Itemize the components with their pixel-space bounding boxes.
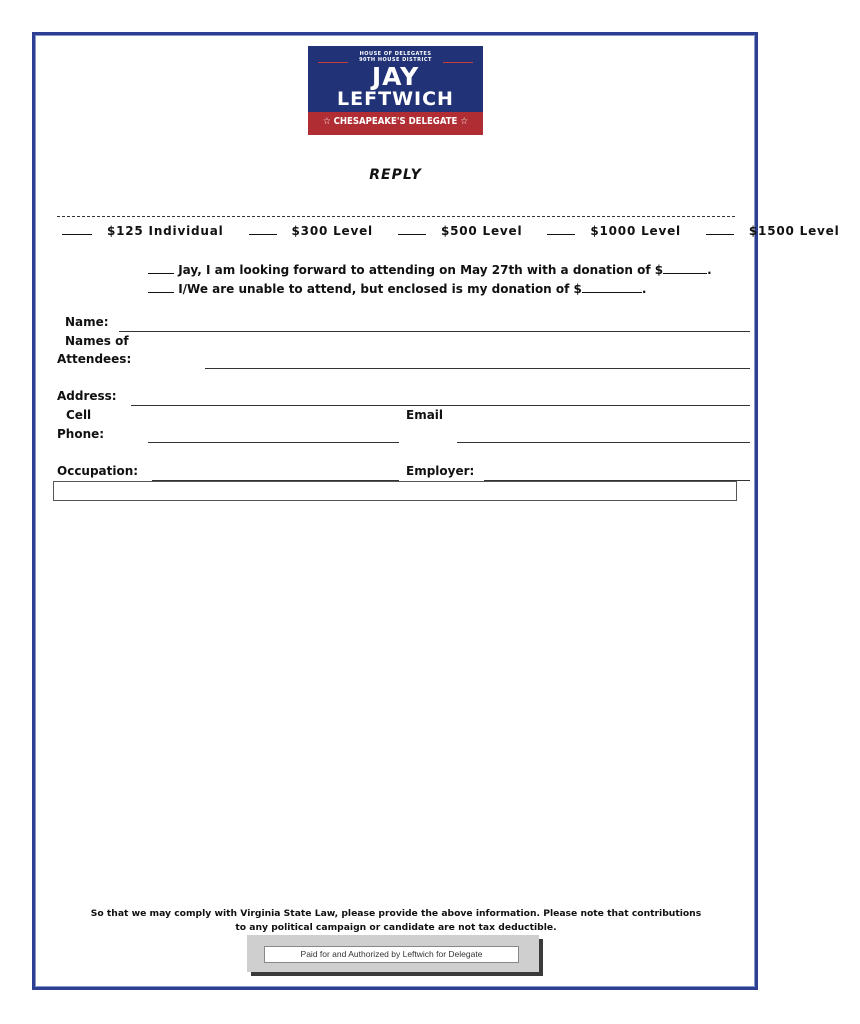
name-label: Name: xyxy=(65,315,109,329)
notes-box[interactable] xyxy=(53,481,737,501)
page-title: REPLY xyxy=(369,167,422,183)
level-item[interactable]: $500 Level xyxy=(398,224,532,238)
legal-note-line2: to any political campaign or candidate are not tax deductible. xyxy=(235,922,557,933)
attend-option-text: Jay, I am looking forward to attending on May 27th with a donation of $ xyxy=(178,263,664,277)
attend-option[interactable]: Jay, I am looking forward to attending on May 27th with a donation of $ . xyxy=(148,262,712,277)
name-field[interactable] xyxy=(119,331,750,332)
legal-note xyxy=(40,907,752,935)
logo-last-name: LEFTWICH xyxy=(337,88,454,110)
logo-first-name: JAY xyxy=(371,62,420,91)
level-item[interactable]: $300 Level xyxy=(249,224,383,238)
address-field[interactable] xyxy=(131,405,750,406)
employer-label: Employer: xyxy=(406,464,475,478)
level-item[interactable]: $1000 Level xyxy=(547,224,691,238)
dashed-divider xyxy=(57,216,735,217)
star-icon: ☆ xyxy=(460,116,469,127)
logo-house-line: HOUSE OF DELEGATES xyxy=(359,51,432,57)
phone-field[interactable] xyxy=(148,442,399,443)
logo-district-line: 90TH HOUSE DISTRICT xyxy=(359,57,432,63)
cell-label: Cell xyxy=(66,408,92,422)
star-icon: ☆ xyxy=(322,116,331,127)
occupation-label: Occupation: xyxy=(57,464,139,478)
legal-note-line1: So that we may comply with Virginia State Law, please provide the above information. Please note that contributions xyxy=(90,908,702,919)
phone-label: Phone: xyxy=(57,427,105,441)
campaign-logo xyxy=(308,46,483,135)
paid-for-disclaimer: Paid for and Authorized by Leftwich for Delegate xyxy=(264,946,519,963)
unable-option-text: I/We are unable to attend, but enclosed is my donation of $ xyxy=(178,282,582,296)
logo-rule-left xyxy=(318,62,348,63)
attendees-field[interactable] xyxy=(205,368,750,369)
names-of-label: Names of xyxy=(65,334,129,348)
level-item[interactable]: $125 Individual xyxy=(62,224,234,238)
unable-option[interactable]: I/We are unable to attend, but enclosed is my donation of $ . xyxy=(148,281,646,296)
logo-rule-right xyxy=(443,62,473,63)
email-label: Email xyxy=(406,408,444,422)
attendees-label: Attendees: xyxy=(57,352,132,366)
logo-tagline-text: CHESAPEAKE'S DELEGATE xyxy=(333,116,458,127)
giving-levels xyxy=(62,223,840,238)
level-item[interactable]: $1500 Level xyxy=(706,224,850,238)
logo-top-panel xyxy=(308,46,483,112)
logo-tagline xyxy=(308,116,483,127)
logo-bottom-panel xyxy=(308,112,483,135)
email-field[interactable] xyxy=(457,442,750,443)
address-label: Address: xyxy=(57,389,117,403)
